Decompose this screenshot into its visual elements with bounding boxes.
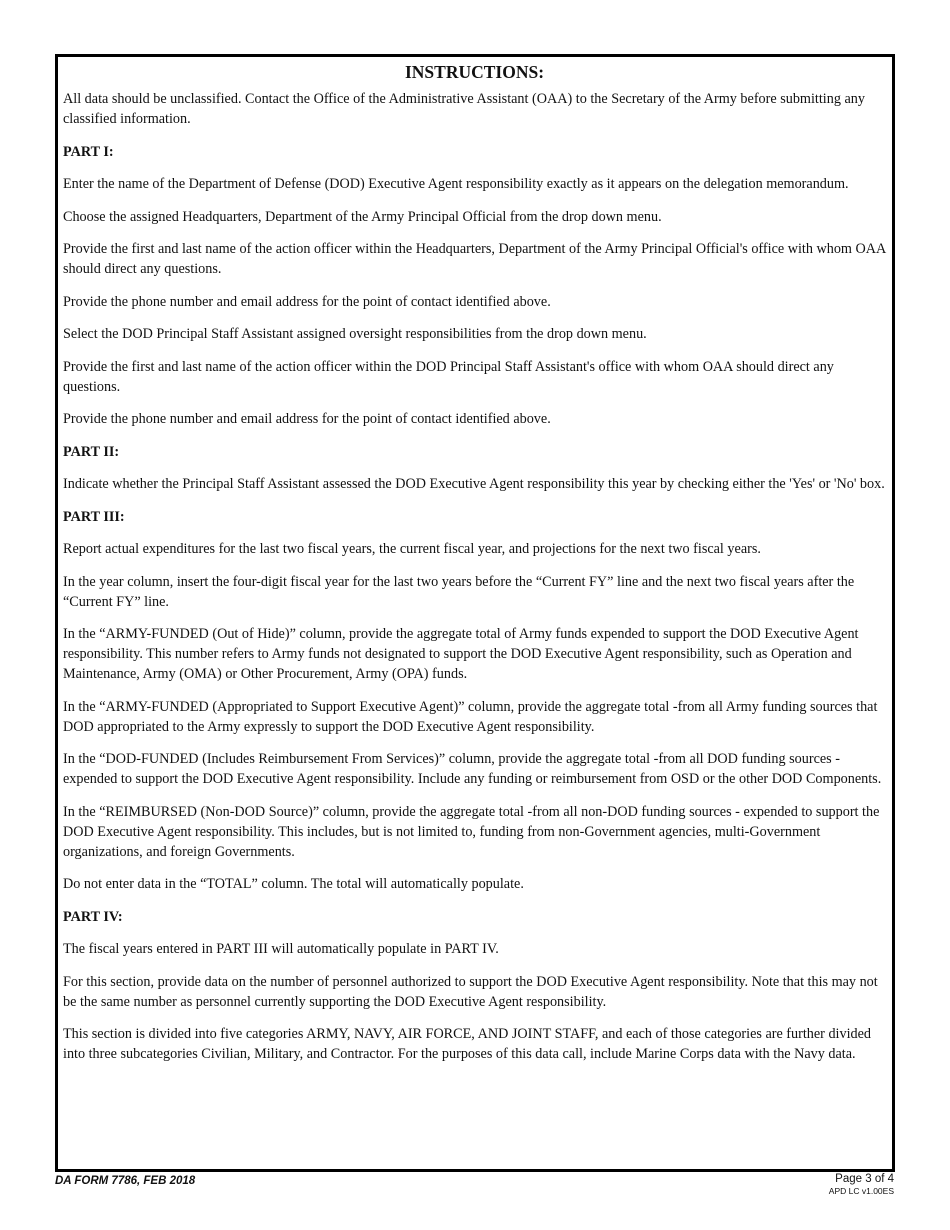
part-1-paragraph: Enter the name of the Department of Defense (DOD) Executive Agent responsibility exactly as it appears on the delegation memorandum. bbox=[63, 176, 849, 192]
instructions-frame bbox=[55, 54, 895, 1172]
page-number: Page 3 of 4 bbox=[835, 1173, 894, 1185]
part-2-heading: PART II: bbox=[63, 443, 120, 460]
part-3-paragraph: Report actual expenditures for the last two fiscal years, the current fiscal year, and projections for the next two fiscal years. bbox=[63, 541, 761, 557]
part-4-heading: PART IV: bbox=[63, 908, 123, 925]
part-1-paragraph: Select the DOD Principal Staff Assistant assigned oversight responsibilities from the drop down menu. bbox=[63, 326, 647, 342]
part-3-paragraph: In the “ARMY-FUNDED (Appropriated to Support Executive Agent)” column, provide the aggregate total -from all Army funding sources that DOD appropriated to the Army expressly to support the DOD Executive Agent responsibility. bbox=[63, 698, 878, 735]
part-4-paragraph: This section is divided into five categories ARMY, NAVY, AIR FORCE, AND JOINT STAFF, and each of those categories are further divided into three subcategories Civilian, Military, and Contractor. For the purposes of this data call, include Marine Corps data with the Navy data. bbox=[63, 1026, 872, 1062]
part-3-paragraph: In the “REIMBURSED (Non-DOD Source)” column, provide the aggregate total -from all non-DOD funding sources - expended to support the DOD Executive Agent responsibility. This includes, but is not limited to, funding from non-Government agencies, multi-Government organizations, and foreign Governments. bbox=[63, 803, 880, 860]
part-1-paragraph: Provide the first and last name of the action officer within the Headquarters, Department of the Army Principal Official's office with whom OAA should direct any questions. bbox=[63, 241, 886, 277]
form-version: APD LC v1.00ES bbox=[828, 1186, 894, 1196]
part-3-paragraph: In the “DOD-FUNDED (Includes Reimbursement From Services)” column, provide the aggregate total -from all DOD funding sources - expended to support the DOD Executive Agent responsibility. Include any funding or reimbursement from OSD or the other DOD Components. bbox=[63, 751, 882, 787]
part-3-paragraph: In the year column, insert the four-digit fiscal year for the last two years before the “Current FY” line and the next two fiscal years after the “Current FY” line. bbox=[63, 573, 855, 610]
part-1-paragraph: Provide the phone number and email address for the point of contact identified above. bbox=[63, 411, 551, 427]
part-4-paragraph: The fiscal years entered in PART III will automatically populate in PART IV. bbox=[63, 941, 499, 957]
part-1-paragraph: Choose the assigned Headquarters, Department of the Army Principal Official from the drop down menu. bbox=[63, 208, 662, 225]
part-3-heading: PART III: bbox=[63, 508, 125, 525]
part-2-paragraph: Indicate whether the Principal Staff Assistant assessed the DOD Executive Agent responsibility this year by checking either the 'Yes' or 'No' box. bbox=[63, 476, 885, 492]
part-3-paragraph: Do not enter data in the “TOTAL” column. The total will automatically populate. bbox=[63, 876, 524, 892]
page-footer-right bbox=[829, 1173, 894, 1196]
instructions-content bbox=[58, 57, 892, 1064]
part-1-paragraph: Provide the phone number and email address for the point of contact identified above. bbox=[63, 293, 551, 310]
part-1-heading: PART I: bbox=[63, 143, 114, 160]
instructions-title: INSTRUCTIONS: bbox=[404, 62, 545, 82]
part-1-paragraph: Provide the first and last name of the action officer within the DOD Principal Staff Assistant's office with whom OAA should direct any questions. bbox=[63, 358, 834, 395]
form-identifier: DA FORM 7786, FEB 2018 bbox=[55, 1175, 196, 1187]
part-3-paragraph: In the “ARMY-FUNDED (Out of Hide)” column, provide the aggregate total of Army funds expended to support the DOD Executive Agent responsibility. This number refers to Army funds not designated to support the DOD Executive Agent responsibility, such as Operation and Maintenance, Army (OMA) or Other Procurement, Army (OPA) funds. bbox=[63, 626, 859, 682]
intro-paragraph: All data should be unclassified. Contact the Office of the Administrative Assistant (OAA) to the Secretary of the Army before submitting any classified information. bbox=[63, 91, 865, 127]
part-4-paragraph: For this section, provide data on the number of personnel authorized to support the DOD Executive Agent responsibility. Note that this may not be the same number as personnel currently supporting the DOD Executive Agent responsibility. bbox=[63, 973, 878, 1010]
